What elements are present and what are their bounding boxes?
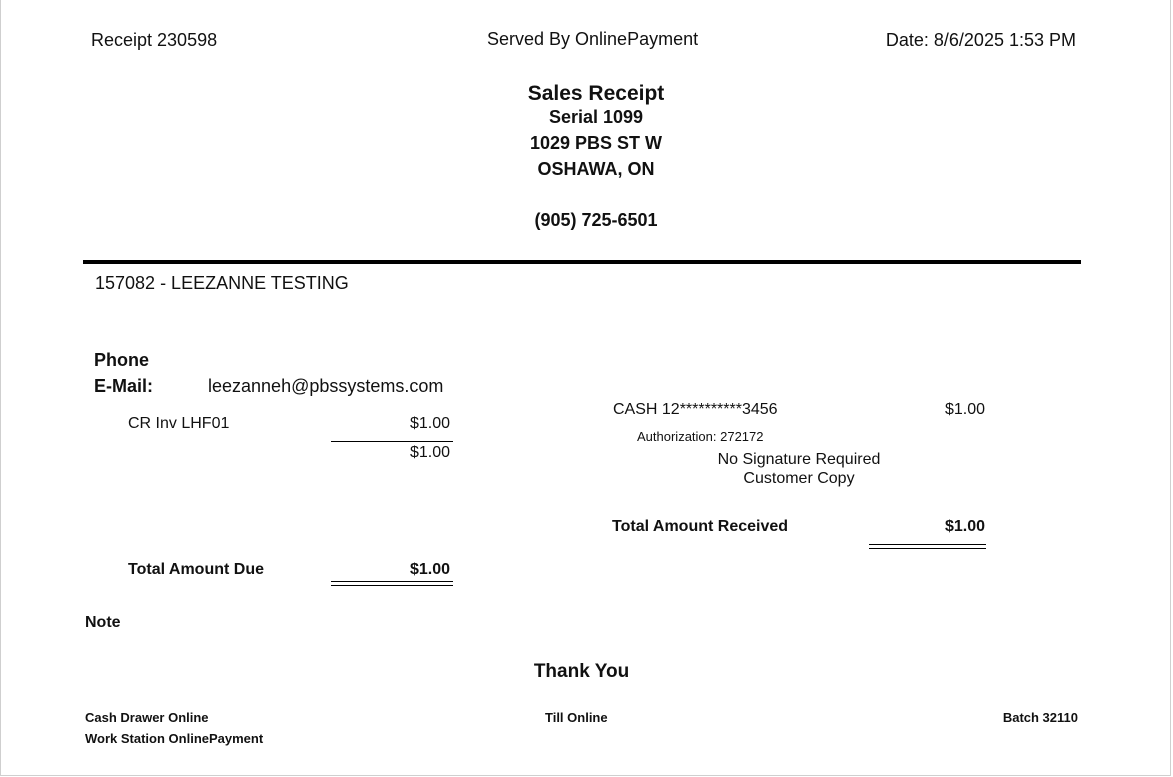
payment-amount: $1.00	[944, 401, 985, 418]
invoice-subtotal: $1.00	[409, 444, 450, 461]
receipt-number: Receipt 230598	[91, 30, 218, 50]
invoice-item-amount: $1.00	[409, 415, 450, 432]
note-label: Note	[85, 614, 121, 631]
batch: Batch 32110	[1002, 710, 1078, 725]
subtotal-rule	[331, 441, 453, 442]
customer-name: 157082 - LEEZANNE TESTING	[95, 273, 349, 293]
authorization-code: Authorization: 272172	[637, 429, 764, 444]
total-received-rule-2	[869, 548, 986, 549]
total-received-label: Total Amount Received	[612, 518, 789, 535]
total-due-rule-1	[331, 581, 453, 582]
till: Till Online	[545, 710, 608, 725]
store-phone: (905) 725-6501	[534, 210, 658, 230]
total-due-label: Total Amount Due	[128, 561, 264, 578]
header-divider	[83, 260, 1081, 264]
served-by: Served By OnlinePayment	[487, 29, 699, 49]
store-address-line2: OSHAWA, ON	[537, 159, 655, 179]
total-received-amount: $1.00	[944, 518, 985, 535]
receipt-title: Sales Receipt	[527, 82, 665, 105]
total-received-rule-1	[869, 544, 986, 545]
thank-you: Thank You	[533, 661, 630, 682]
work-station: Work Station OnlinePayment	[85, 731, 264, 746]
receipt-date: Date: 8/6/2025 1:53 PM	[885, 30, 1076, 50]
copy-note: Customer Copy	[743, 470, 855, 487]
signature-note: No Signature Required	[717, 451, 881, 468]
phone-label: Phone	[94, 350, 150, 370]
invoice-item-desc: CR Inv LHF01	[128, 415, 230, 432]
store-serial: Serial 1099	[548, 107, 644, 127]
cash-drawer: Cash Drawer Online	[85, 710, 209, 725]
customer-email: leezanneh@pbssystems.com	[208, 376, 444, 396]
total-due-amount: $1.00	[409, 561, 450, 578]
store-address-line1: 1029 PBS ST W	[529, 133, 663, 153]
payment-method: CASH 12**********3456	[613, 401, 778, 418]
email-label: E-Mail:	[94, 376, 154, 396]
total-due-rule-2	[331, 585, 453, 586]
